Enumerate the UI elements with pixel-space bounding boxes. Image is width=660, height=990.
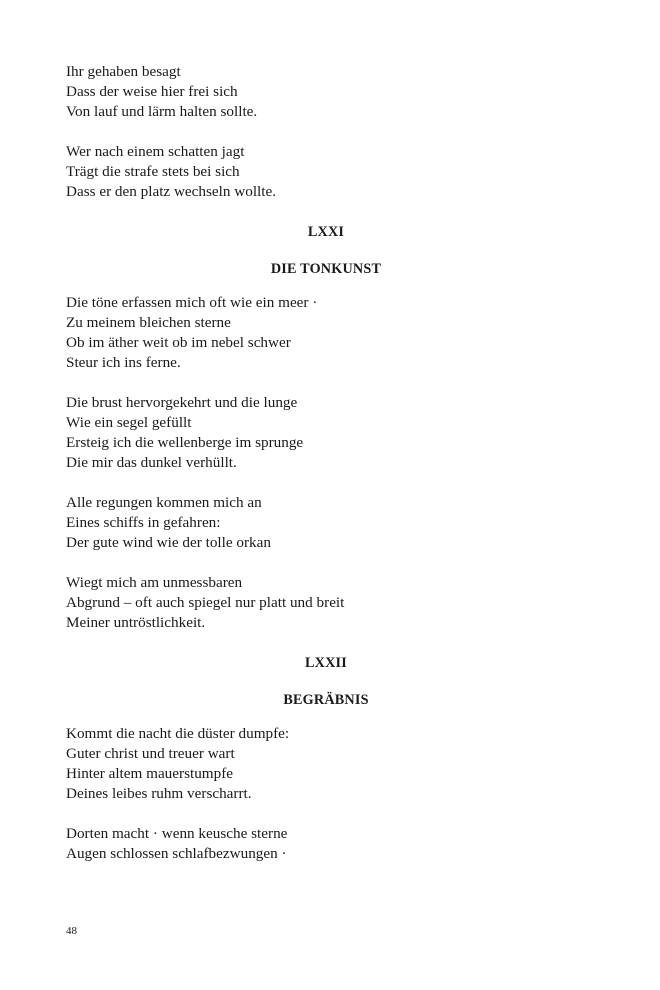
verse-line: Augen schlossen schlafbezwungen · xyxy=(66,845,287,862)
verse-line: Der gute wind wie der tolle orkan xyxy=(66,534,271,551)
poem-title: BEGRÄBNIS xyxy=(283,692,369,708)
verse-line: Eines schiffs in gefahren: xyxy=(66,514,221,531)
stanza xyxy=(66,824,586,864)
verse-line: Steur ich ins ferne. xyxy=(66,354,181,371)
verse-line: Wie ein segel gefüllt xyxy=(66,414,192,431)
verse-line: Zu meinem bleichen sterne xyxy=(66,314,231,331)
verse-line: Dorten macht · wenn keusche sterne xyxy=(66,825,288,842)
verse-line: Abgrund – oft auch spiegel nur platt und breit xyxy=(66,594,345,611)
page-number: 48 xyxy=(66,925,77,937)
verse-line: Hinter altem mauerstumpfe xyxy=(66,765,234,782)
verse-line: Meiner untröstlichkeit. xyxy=(66,614,206,631)
stanza xyxy=(66,393,586,473)
verse-line: Alle regungen kommen mich an xyxy=(66,494,262,511)
stanza xyxy=(66,142,586,202)
stanza xyxy=(66,293,586,373)
poem-number: LXXI xyxy=(307,224,345,240)
verse-line: Dass der weise hier frei sich xyxy=(66,83,238,100)
verse-line: Kommt die nacht die düster dumpfe: xyxy=(66,725,290,742)
verse-line: Die brust hervorgekehrt und die lunge xyxy=(66,394,298,411)
stanza xyxy=(66,62,586,122)
verse-line: Ersteig ich die wellenberge im sprunge xyxy=(66,434,304,451)
stanza xyxy=(66,493,586,553)
poem-title: DIE TONKUNST xyxy=(270,261,382,277)
verse-line: Dass er den platz wechseln wollte. xyxy=(66,183,277,200)
verse-line: Von lauf und lärm halten sollte. xyxy=(66,103,258,120)
verse-line: Die töne erfassen mich oft wie ein meer · xyxy=(66,294,318,311)
verse-line: Ihr gehaben besagt xyxy=(66,63,181,80)
stanza xyxy=(66,724,586,804)
verse-line: Trägt die strafe stets bei sich xyxy=(66,163,240,180)
verse-line: Guter christ und treuer wart xyxy=(66,745,235,762)
verse-line: Ob im äther weit ob im nebel schwer xyxy=(66,334,291,351)
verse-line: Wer nach einem schatten jagt xyxy=(66,143,245,160)
poem-number: LXXII xyxy=(305,655,347,671)
verse-line: Die mir das dunkel verhüllt. xyxy=(66,454,237,471)
verse-line: Deines leibes ruhm verscharrt. xyxy=(66,785,252,802)
verse-line: Wiegt mich am unmessbaren xyxy=(66,574,243,591)
book-page xyxy=(66,62,586,884)
stanza xyxy=(66,573,586,633)
